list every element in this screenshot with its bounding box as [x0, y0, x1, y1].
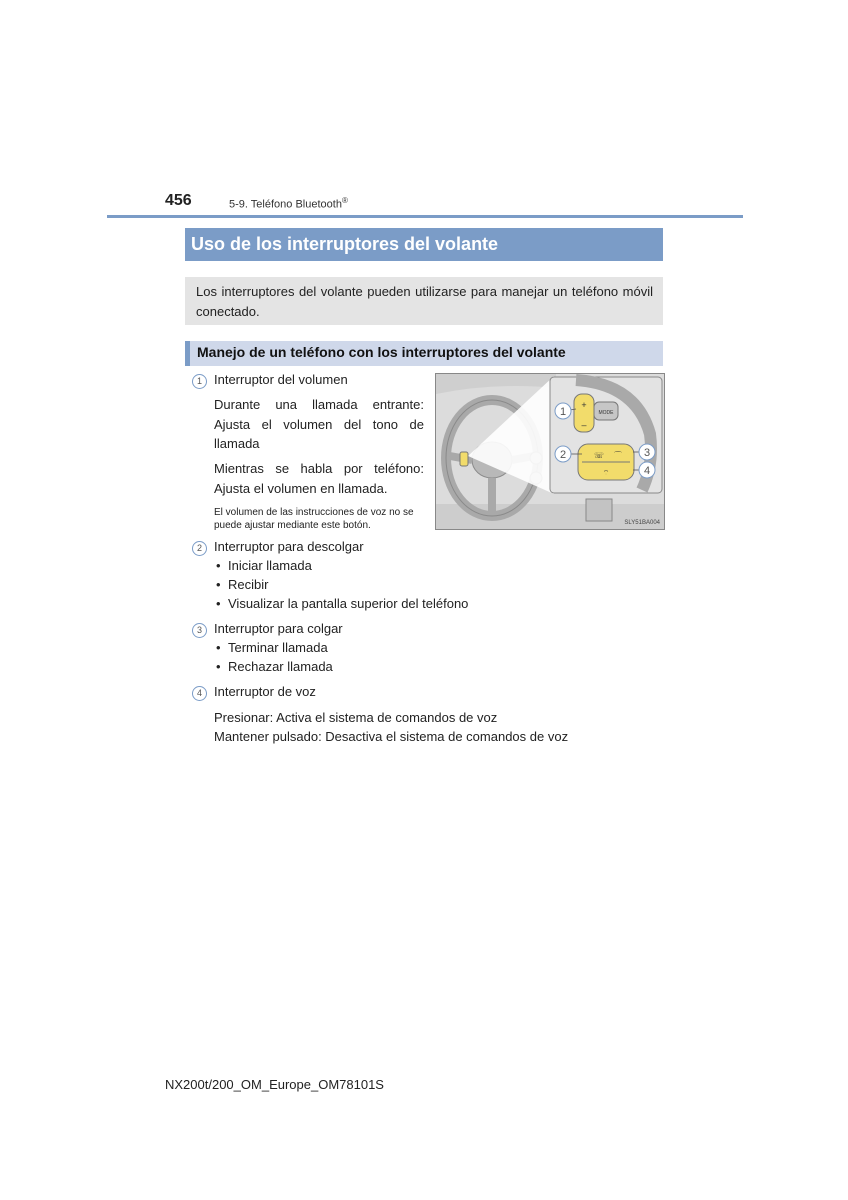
svg-text:⌔: ⌔: [602, 470, 610, 477]
item-label: Interruptor para descolgar: [214, 539, 364, 554]
intro-box: [185, 277, 663, 325]
subtitle-accent: [185, 341, 190, 366]
bullet-text: Iniciar llamada: [228, 558, 312, 573]
item-label: Interruptor del volumen: [214, 372, 348, 387]
svg-text:⌒: ⌒: [614, 451, 622, 460]
list-item: • Iniciar llamada: [216, 558, 312, 573]
bullet-text: Recibir: [228, 577, 269, 592]
subtitle: Manejo de un teléfono con los interruptores del volante: [197, 344, 566, 360]
number-4-icon: 4: [192, 686, 207, 701]
item-4-line-2: Mantener pulsado: Desactiva el sistema de comandos de voz: [214, 729, 569, 744]
section-heading-text: 5-9. Teléfono Bluetooth: [229, 198, 342, 211]
volume-plus-mark: +: [581, 400, 587, 410]
mode-switch-label: MODE: [598, 410, 614, 416]
bullet-text: Terminar llamada: [228, 640, 328, 655]
item-label: Interruptor para colgar: [214, 621, 343, 636]
item-hangup-switch: [192, 621, 432, 637]
footer-doc-id: NX200t/200_OM_Europe_OM78101S: [165, 1077, 384, 1092]
bullet-text: Rechazar llamada: [228, 659, 333, 674]
figure-code: SLY51BA004: [624, 520, 660, 526]
item-voice-switch: [192, 684, 432, 700]
number-2-icon: 2: [192, 541, 207, 556]
title-bar: [185, 228, 663, 261]
item-1-paragraph-1: Durante una llamada entrante: Ajusta el volumen del tono de llamada: [214, 397, 424, 451]
steering-wheel-drawing: [436, 374, 664, 529]
callout-1-label: 1: [559, 406, 567, 418]
subtitle-bar: [185, 341, 663, 366]
list-item: • Rechazar llamada: [216, 659, 333, 674]
svg-text:☏: ☏: [594, 451, 605, 460]
number-3-icon: 3: [192, 623, 207, 638]
page-number: 456: [165, 192, 192, 209]
registered-mark: ®: [341, 196, 348, 205]
item-label: Interruptor de voz: [214, 684, 316, 699]
callout-3-label: 3: [643, 447, 651, 459]
list-item: • Visualizar la pantalla superior del teléfono: [216, 596, 469, 611]
item-offhook-switch: [192, 539, 432, 555]
callout-4-label: 4: [643, 465, 651, 477]
steering-wheel-illustration: [435, 373, 665, 530]
list-item: • Terminar llamada: [216, 640, 328, 655]
bullet-text: Visualizar la pantalla superior del teléfono: [228, 596, 469, 611]
item-volume-switch: [192, 372, 432, 388]
header-rule: [107, 215, 743, 218]
callout-2-label: 2: [559, 449, 567, 461]
volume-minus-mark: –: [581, 420, 587, 430]
page-title: Uso de los interruptores del volante: [191, 234, 499, 254]
intro-text: Los interruptores del volante pueden utilizarse para manejar un teléfono móvil conectado.: [196, 284, 653, 319]
item-4-line-1: Presionar: Activa el sistema de comandos de voz: [214, 710, 498, 725]
steering-switch-highlight: [460, 452, 468, 466]
number-1-icon: 1: [192, 374, 207, 389]
item-1-paragraph-2: Mientras se habla por teléfono: Ajusta el volumen en llamada.: [214, 461, 424, 496]
list-item: • Recibir: [216, 577, 269, 592]
section-heading: [229, 196, 348, 211]
item-1-note: El volumen de las instrucciones de voz no se puede ajustar mediante este botón.: [214, 507, 414, 531]
